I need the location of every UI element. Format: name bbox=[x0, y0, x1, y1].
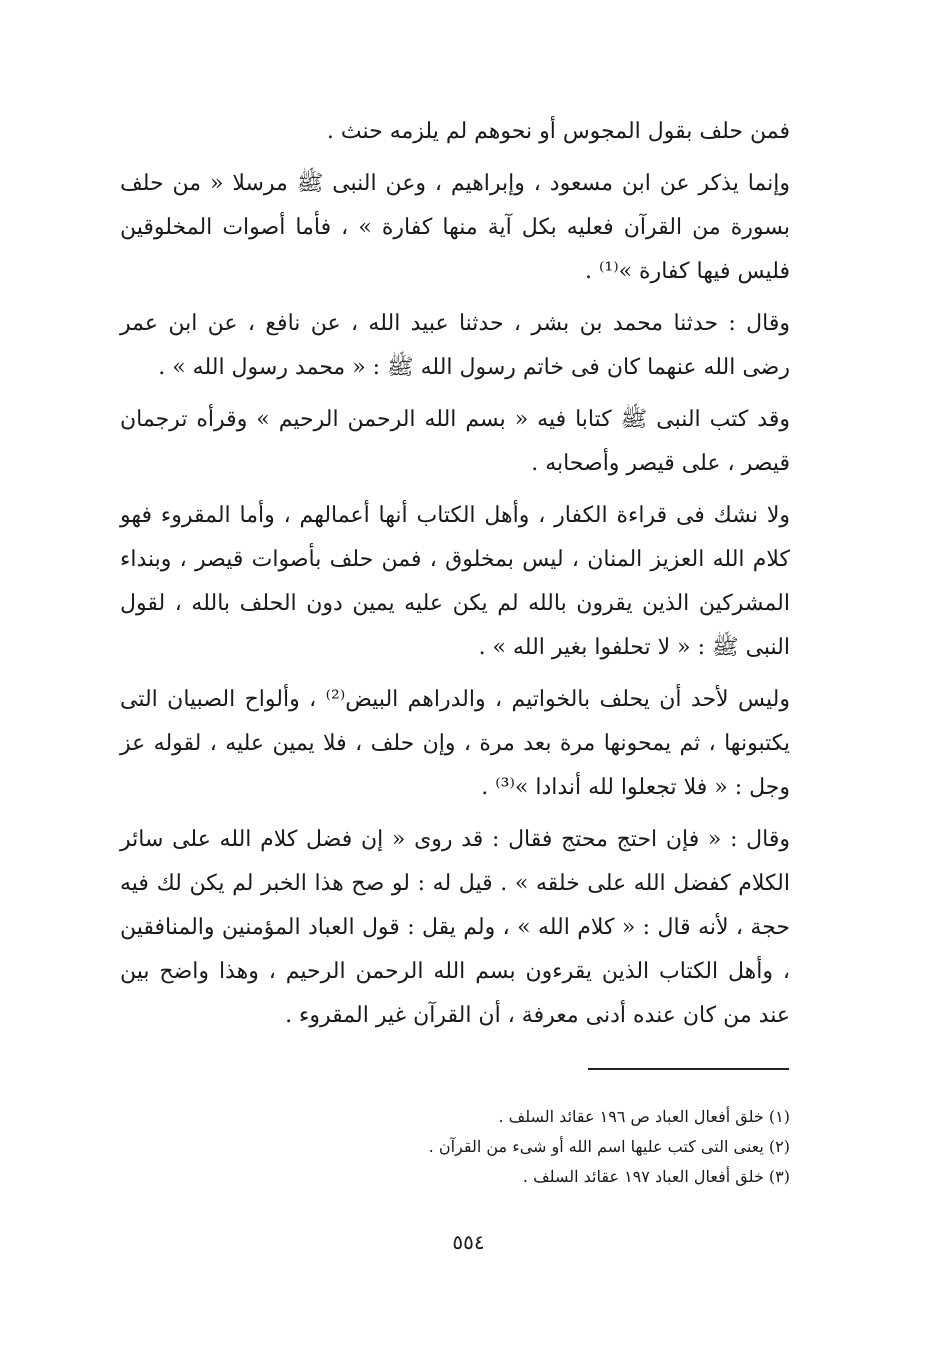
footnote-divider bbox=[588, 1068, 789, 1070]
footnote-3: (٣) خلق أفعال العباد ١٩٧ عقائد السلف . bbox=[522, 1167, 790, 1186]
page-number: ٥٥٤ bbox=[452, 1230, 485, 1254]
paragraph-5: ولا نشك فى قراءة الكفار ، وأهل الكتاب أنها أعمالهم ، وأما المقروء فهو كلام الله العزيز المنان ، ليس بمخلوق ، فمن حلف بأصوات قيصر ، وبنداء المشركين الذين يقرون بالله لم يكن عليه يمين دون الحلف بالله ، لقول النبى ﷺ : « لا تحلفوا بغير الله » . bbox=[120, 503, 790, 660]
paragraph-1: فمن حلف بقول المجوس أو نحوهم لم يلزمه حنث . bbox=[326, 119, 790, 144]
paragraph-4: وقد كتب النبى ﷺ كتابا فيه « بسم الله الرحمن الرحيم » وقرأه ترجمان قيصر ، على قيصر وأصحابه . bbox=[120, 407, 790, 476]
paragraph-2: وإنما يذكر عن ابن مسعود ، وإبراهيم ، وعن النبى ﷺ مرسلا « من حلف بسورة من القرآن فعليه بكل آية منها كفارة » ، فأما أصوات المخلوقين فليس فيها كفارة »⁽¹⁾ . bbox=[120, 171, 790, 284]
footnotes bbox=[120, 1102, 790, 1192]
paragraph-3: وقال : حدثنا محمد بن بشر ، حدثنا عبيد الله ، عن نافع ، عن ابن عمر رضى الله عنهما كان فى خاتم رسول الله ﷺ : « محمد رسول الله » . bbox=[120, 311, 790, 380]
main-text bbox=[120, 110, 790, 1046]
footnote-2: (٢) يعنى التى كتب عليها اسم الله أو شىء من القرآن . bbox=[428, 1137, 790, 1156]
footnote-1: (١) خلق أفعال العباد ص ١٩٦ عقائد السلف . bbox=[498, 1107, 790, 1126]
paragraph-6: وليس لأحد أن يحلف بالخواتيم ، والدراهم البيض⁽²⁾ ، وألواح الصبيان التى يكتبونها ، ثم يمحونها مرة بعد مرة ، وإن حلف ، فلا يمين عليه ، لقوله عز وجل : « فلا تجعلوا لله أندادا »⁽³⁾ . bbox=[120, 687, 790, 800]
paragraph-7: وقال : « فإن احتج محتج فقال : قد روى « إن فضل كلام الله على سائر الكلام كفضل الله على خلقه » . قيل له : لو صح هذا الخبر لم يكن لك فيه حجة ، لأنه قال : « كلام الله » ، ولم يقل : قول العباد المؤمنين والمنافقين ، وأهل الكتاب الذين يقرءون بسم الله الرحمن الرحيم ، وهذا واضح بين عند من كان عنده أدنى معرفة ، أن القرآن غير المقروء . bbox=[120, 827, 790, 1028]
